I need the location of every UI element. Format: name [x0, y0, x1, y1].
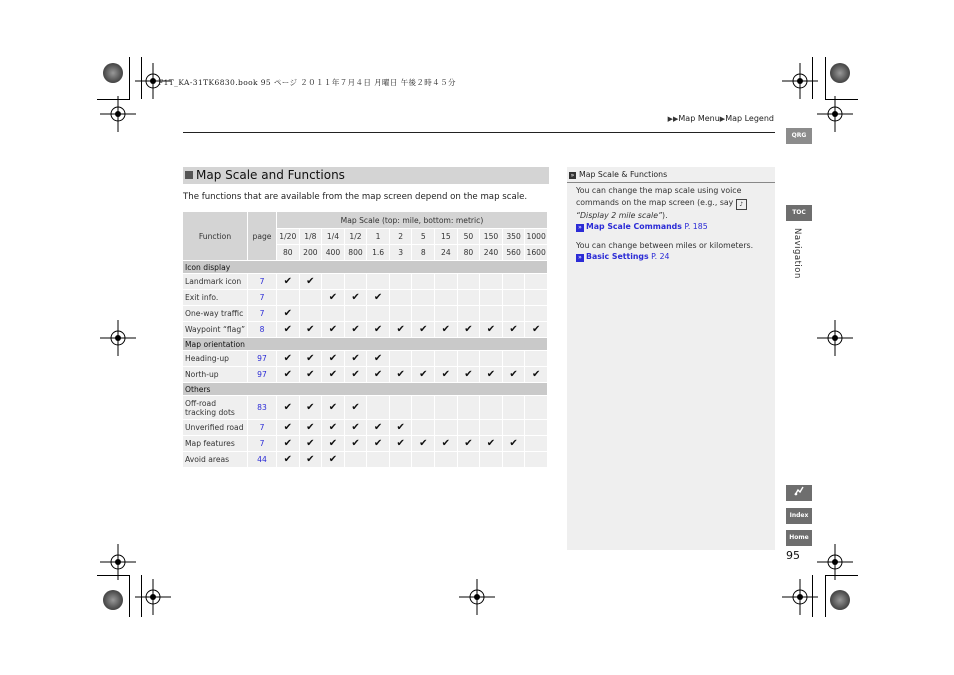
scale-mile-header: 1/4: [322, 229, 344, 244]
page-link[interactable]: 7: [248, 306, 276, 321]
check-mark-icon: ✔: [345, 367, 367, 382]
scale-mile-header: 350: [503, 229, 525, 244]
qrg-tab[interactable]: QRG: [786, 128, 812, 144]
empty-cell: [525, 274, 547, 289]
empty-cell: [345, 274, 367, 289]
scale-mile-header: 15: [435, 229, 457, 244]
empty-cell: [277, 290, 299, 305]
page-link[interactable]: 97: [248, 351, 276, 366]
table-row: [183, 274, 547, 289]
table-row: [183, 436, 547, 451]
check-mark-icon: ✔: [367, 436, 389, 451]
check-mark-icon: ✔: [412, 322, 434, 337]
check-mark-icon: ✔: [435, 367, 457, 382]
check-mark-icon: ✔: [390, 436, 412, 451]
breadcrumb: [668, 114, 774, 123]
function-cell: Off-road tracking dots: [183, 396, 247, 419]
empty-cell: [458, 290, 480, 305]
breadcrumb-map-legend[interactable]: Map Legend: [725, 114, 774, 123]
empty-cell: [458, 306, 480, 321]
check-mark-icon: ✔: [345, 420, 367, 435]
check-mark-icon: ✔: [277, 274, 299, 289]
registration-target: [98, 94, 138, 134]
scale-mile-header: 1/20: [277, 229, 299, 244]
check-mark-icon: ✔: [345, 351, 367, 366]
check-mark-icon: ✔: [322, 322, 344, 337]
table-row: [183, 351, 547, 366]
link-basic-settings[interactable]: » Basic Settings P. 24: [576, 251, 754, 263]
function-cell: Landmark icon: [183, 274, 247, 289]
category-label: Map orientation: [183, 338, 547, 350]
empty-cell: [525, 290, 547, 305]
empty-cell: [390, 396, 412, 419]
check-mark-icon: ✔: [503, 436, 525, 451]
page-number: 95: [786, 549, 800, 562]
page-link[interactable]: 8: [248, 322, 276, 337]
empty-cell: [458, 452, 480, 467]
page-link[interactable]: 7: [248, 274, 276, 289]
breadcrumb-arrow-icon: ▶: [719, 115, 726, 123]
scale-mile-header: 1000: [525, 229, 547, 244]
check-mark-icon: ✔: [300, 322, 322, 337]
empty-cell: [367, 306, 389, 321]
empty-cell: [412, 274, 434, 289]
check-mark-icon: ✔: [458, 436, 480, 451]
check-mark-icon: ✔: [322, 290, 344, 305]
function-cell: Avoid areas: [183, 452, 247, 467]
check-mark-icon: ✔: [300, 396, 322, 419]
check-mark-icon: ✔: [367, 420, 389, 435]
check-mark-icon: ✔: [458, 367, 480, 382]
home-tab[interactable]: Home: [786, 530, 812, 546]
function-cell: North-up: [183, 367, 247, 382]
check-mark-icon: ✔: [503, 322, 525, 337]
empty-cell: [480, 274, 502, 289]
table-row: [183, 420, 547, 435]
registration-disc: [103, 63, 123, 83]
check-mark-icon: ✔: [435, 322, 457, 337]
check-mark-icon: ✔: [322, 452, 344, 467]
page-link[interactable]: 83: [248, 396, 276, 419]
empty-cell: [435, 420, 457, 435]
check-mark-icon: ✔: [300, 452, 322, 467]
empty-cell: [480, 306, 502, 321]
check-mark-icon: ✔: [277, 351, 299, 366]
section-title: Map Scale and Functions: [196, 168, 345, 182]
empty-cell: [435, 452, 457, 467]
check-mark-icon: ✔: [300, 274, 322, 289]
note-paragraph: You can change the map scale using voice commands on the map screen (e.g., say ♪ “Display 2 mile scale”).: [576, 185, 754, 221]
scale-mile-header: 150: [480, 229, 502, 244]
empty-cell: [390, 452, 412, 467]
empty-cell: [525, 436, 547, 451]
category-label: Icon display: [183, 261, 547, 273]
voice-command-icon: ♪: [736, 199, 747, 210]
empty-cell: [412, 290, 434, 305]
table-row: [183, 396, 547, 419]
check-mark-icon: ✔: [412, 367, 434, 382]
empty-cell: [503, 351, 525, 366]
empty-cell: [412, 351, 434, 366]
scale-metric-header: 200: [300, 245, 322, 260]
note-title: Map Scale & Functions: [579, 170, 668, 179]
note-icon: »: [570, 172, 575, 179]
breadcrumb-arrow-icon: ▶▶: [667, 115, 679, 123]
check-mark-icon: ✔: [458, 322, 480, 337]
category-row: [183, 338, 547, 350]
check-mark-icon: ✔: [277, 367, 299, 382]
page-link[interactable]: 44: [248, 452, 276, 467]
table-row: [183, 452, 547, 467]
note-header: [567, 167, 775, 183]
registration-target: [457, 577, 497, 617]
empty-cell: [525, 396, 547, 419]
check-mark-icon: ✔: [503, 367, 525, 382]
empty-cell: [503, 396, 525, 419]
check-mark-icon: ✔: [367, 351, 389, 366]
scale-metric-header: 400: [322, 245, 344, 260]
empty-cell: [503, 306, 525, 321]
check-mark-icon: ✔: [322, 351, 344, 366]
page-link[interactable]: 7: [248, 420, 276, 435]
empty-cell: [412, 420, 434, 435]
index-tab[interactable]: Index: [786, 508, 812, 524]
check-mark-icon: ✔: [480, 367, 502, 382]
empty-cell: [458, 274, 480, 289]
breadcrumb-map-menu[interactable]: Map Menu: [678, 114, 720, 123]
empty-cell: [458, 420, 480, 435]
check-mark-icon: ✔: [367, 367, 389, 382]
empty-cell: [435, 274, 457, 289]
page-column-header: page: [248, 212, 276, 260]
check-mark-icon: ✔: [277, 396, 299, 419]
check-mark-icon: ✔: [367, 290, 389, 305]
scale-metric-header: 8: [412, 245, 434, 260]
check-mark-icon: ✔: [300, 367, 322, 382]
empty-cell: [435, 351, 457, 366]
check-mark-icon: ✔: [277, 306, 299, 321]
empty-cell: [390, 306, 412, 321]
empty-cell: [367, 396, 389, 419]
registration-disc: [830, 63, 850, 83]
empty-cell: [480, 452, 502, 467]
crop-mark: [825, 57, 826, 99]
section-tab-navigation[interactable]: Navigation: [792, 228, 802, 279]
empty-cell: [390, 290, 412, 305]
check-mark-icon: ✔: [390, 322, 412, 337]
registration-target: [780, 577, 820, 617]
link-arrow-icon: »: [576, 254, 584, 262]
empty-cell: [412, 452, 434, 467]
registration-target: [815, 94, 855, 134]
note-panel: [567, 167, 775, 550]
check-mark-icon: ✔: [525, 367, 547, 382]
function-cell: Waypoint “flag”: [183, 322, 247, 337]
check-mark-icon: ✔: [322, 436, 344, 451]
empty-cell: [300, 290, 322, 305]
empty-cell: [412, 396, 434, 419]
empty-cell: [480, 420, 502, 435]
scale-metric-header: 1.6: [367, 245, 389, 260]
empty-cell: [367, 274, 389, 289]
scale-mile-header: 5: [412, 229, 434, 244]
scale-mile-header: 1/2: [345, 229, 367, 244]
registration-target: [780, 61, 820, 101]
empty-cell: [322, 306, 344, 321]
table-row: [183, 322, 547, 337]
empty-cell: [390, 351, 412, 366]
intro-text: The functions that are available from the map screen depend on the map scale.: [183, 192, 528, 202]
function-column-header: Function: [183, 212, 247, 260]
empty-cell: [367, 452, 389, 467]
check-mark-icon: ✔: [300, 420, 322, 435]
check-mark-icon: ✔: [322, 367, 344, 382]
registration-target: [815, 318, 855, 358]
empty-cell: [322, 274, 344, 289]
empty-cell: [503, 274, 525, 289]
check-mark-icon: ✔: [322, 396, 344, 419]
function-cell: Heading-up: [183, 351, 247, 366]
check-mark-icon: ✔: [412, 436, 434, 451]
empty-cell: [480, 396, 502, 419]
table-row: [183, 306, 547, 321]
check-mark-icon: ✔: [525, 322, 547, 337]
empty-cell: [412, 306, 434, 321]
page-link[interactable]: 97: [248, 367, 276, 382]
check-mark-icon: ✔: [345, 322, 367, 337]
check-mark-icon: ✔: [390, 420, 412, 435]
check-mark-icon: ✔: [277, 452, 299, 467]
scale-mile-header: 50: [458, 229, 480, 244]
registration-disc: [830, 590, 850, 610]
voice-command-tab[interactable]: [786, 485, 812, 501]
scale-metric-header: 1600: [525, 245, 547, 260]
page-link[interactable]: 7: [248, 290, 276, 305]
registration-target: [98, 542, 138, 582]
map-scale-table: [182, 211, 548, 468]
check-mark-icon: ✔: [277, 420, 299, 435]
empty-cell: [458, 351, 480, 366]
check-mark-icon: ✔: [390, 367, 412, 382]
check-mark-icon: ✔: [367, 322, 389, 337]
function-cell: Map features: [183, 436, 247, 451]
empty-cell: [480, 351, 502, 366]
note-body: [576, 185, 754, 263]
voice-command-icon: [793, 485, 805, 497]
scale-mile-header: 2: [390, 229, 412, 244]
registration-disc: [103, 590, 123, 610]
check-mark-icon: ✔: [345, 396, 367, 419]
empty-cell: [300, 306, 322, 321]
scale-metric-header: 560: [503, 245, 525, 260]
function-cell: Unverified road: [183, 420, 247, 435]
print-header: F1T_KA-31TK6830.book 95 ページ ２０１１年７月４日 月曜日 午後２時４５分: [158, 78, 456, 87]
function-cell: One-way traffic: [183, 306, 247, 321]
check-mark-icon: ✔: [345, 436, 367, 451]
scale-metric-header: 240: [480, 245, 502, 260]
empty-cell: [458, 396, 480, 419]
scale-mile-header: 1: [367, 229, 389, 244]
empty-cell: [435, 306, 457, 321]
empty-cell: [435, 396, 457, 419]
empty-cell: [345, 306, 367, 321]
registration-target: [98, 318, 138, 358]
link-map-scale-commands[interactable]: » Map Scale Commands P. 185: [576, 221, 754, 233]
empty-cell: [525, 306, 547, 321]
empty-cell: [435, 290, 457, 305]
table-row: [183, 367, 547, 382]
empty-cell: [390, 274, 412, 289]
toc-tab[interactable]: TOC: [786, 205, 812, 221]
note-paragraph: You can change between miles or kilometers.: [576, 240, 754, 250]
empty-cell: [503, 452, 525, 467]
check-mark-icon: ✔: [480, 436, 502, 451]
page-link[interactable]: 7: [248, 436, 276, 451]
table-row: [183, 290, 547, 305]
check-mark-icon: ✔: [277, 322, 299, 337]
category-row: [183, 383, 547, 395]
link-arrow-icon: »: [576, 224, 584, 232]
check-mark-icon: ✔: [277, 436, 299, 451]
check-mark-icon: ✔: [322, 420, 344, 435]
registration-target: [815, 542, 855, 582]
registration-target: [133, 577, 173, 617]
empty-cell: [480, 290, 502, 305]
check-mark-icon: ✔: [435, 436, 457, 451]
empty-cell: [345, 452, 367, 467]
scale-metric-header: 24: [435, 245, 457, 260]
scale-metric-header: 800: [345, 245, 367, 260]
empty-cell: [503, 290, 525, 305]
header-rule: [183, 132, 775, 133]
check-mark-icon: ✔: [300, 436, 322, 451]
scale-metric-header: 3: [390, 245, 412, 260]
empty-cell: [503, 420, 525, 435]
crop-mark: [129, 57, 130, 99]
check-mark-icon: ✔: [345, 290, 367, 305]
category-row: [183, 261, 547, 273]
heading-square-icon: [185, 171, 193, 179]
function-cell: Exit info.: [183, 290, 247, 305]
scale-mile-header: 1/8: [300, 229, 322, 244]
section-heading: [183, 167, 549, 184]
check-mark-icon: ✔: [480, 322, 502, 337]
scale-metric-header: 80: [458, 245, 480, 260]
check-mark-icon: ✔: [300, 351, 322, 366]
empty-cell: [525, 452, 547, 467]
scale-metric-header: 80: [277, 245, 299, 260]
scale-header: Map Scale (top: mile, bottom: metric): [277, 212, 547, 228]
empty-cell: [525, 351, 547, 366]
empty-cell: [525, 420, 547, 435]
category-label: Others: [183, 383, 547, 395]
